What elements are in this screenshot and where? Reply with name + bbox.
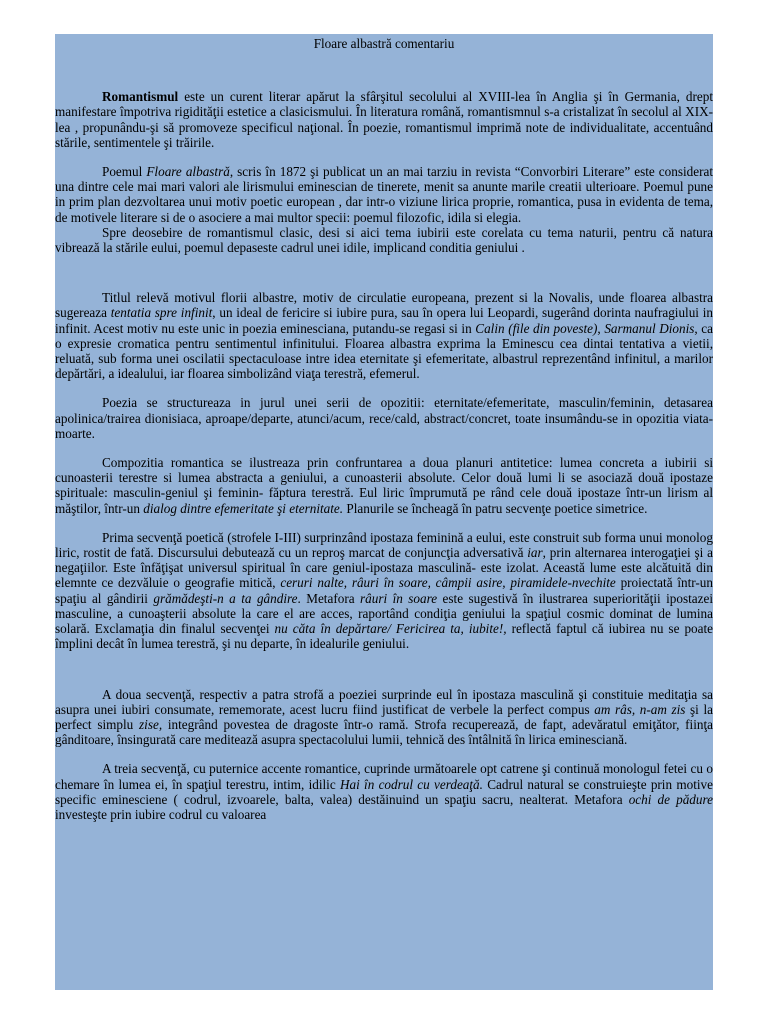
paragraph-third-sequence: A treia secvenţă, cu puternice accente romantice, cuprinde următoarele opt catrene şi continuă monologul fetei cu o chemare în lumea ei, în spaţiul terestru, intim, idilic Hai în codrul cu verdeaţă. Cadrul natural se construieşte prin motive specific eminesciene ( codrul, izvoarele, balta, valea) destăinuind un spaţiu sacru, nealterat. Metafora ochi de pădure investeşte prin iubire codrul cu valoarea [55, 761, 713, 822]
paragraph-contrast: Spre deosebire de romantismul clasic, desi si aici tema iubirii este corelata cu tema naturii, pentru că natura vibrează la stările eului, poemul depaseste cadrul unei idile, implicand conditia geniului . [55, 224, 713, 256]
paragraph-second-sequence: A doua secvenţă, respectiv a patra strofă a poeziei surprinde eul în ipostaza masculină şi constituie meditaţia sa asupra unei iubiri consumate, rememorate, acest lucru fiind justificat de verbele la perfect compus am râs, n-am zis şi la perfect simplu zise, integrând povestea de dragoste într-o ramă. Strofa recuperează, de fapt, adevăratul emiţător, fiinţa gânditoare, însingurată care meditează asupra spectacolului lumii, tehnică des întâlnită în lirica eminesciană. [55, 686, 713, 748]
paragraph-composition: Compozitia romantica se ilustreaza prin confruntarea a doua planuri antitetice: lumea concreta a iubirii si cunoasterii terestre si lumea abstracta a geniului, a cunoasterii absolute. Celor două lumi li se asociază două ipostaze spirituale: masculin-geniul şi feminin- făptura terestră. Eul liric împrumută pe rând cele două ipostaze într-un lirism al măştilor, într-un dialog dintre efemeritate şi eternitate. Planurile se încheagă în patru secvenţe poetice simetrice. [55, 455, 713, 516]
paragraph-first-sequence: Prima secvenţă poetică (strofele I-III) surprinzând ipostaza feminină a eului, este construit sub forma unui monolog liric, rostit de fată. Discursului debutează cu un reproş marcat de conjuncţia adversativă iar, prin alternarea interogaţiei şi a negaţiilor. Este înfăţişat universul spiritual în care geniul-ipostaza masculină- este izolat. Această lume este alcătuită din elemnte ce dezvăluie o geografie mitică, ceruri nalte, râuri în soare, câmpii asire, piramidele-nvechite proiectată într-un spaţiu al gândirii grămădeşti-n a ta gândire. Metafora râuri în soare este sugestivă în ilustrarea superiorităţii ipostazei masculine, a cunoaşterii absolute la care el are acces, raportând condiţia geniului la spaţiul cosmic dominat de lumina solară. Exclamaţia din finalul secvenţei nu căta în depărtare/ Fericirea ta, iubite!, reflectă faptul că iubirea nu se poate împlini decât în lumea terestră, şi nu departe, în idealurile geniului. [55, 529, 713, 652]
paragraph-romanticism: Romantismul este un curent literar apărut la sfârşitul secolului al XVIII-lea în Anglia şi în Germania, drept manifestare împotriva rigidităţii estetice a clasicismului. În literatura română, romantismnul s-a cristalizat în secolul al XIX-lea , propunându-şi să promoveze specificul naţional. În poezie, romantismul imprimă note de individualitate, accentuând stările, sentimentele şi trăirile. [55, 89, 713, 150]
paragraph-title-motif: Titlul relevă motivul florii albastre, motiv de circulatie europeana, prezent si la Novalis, unde floarea albastra sugereaza tentatia spre infinit, un ideal de fericire si iubire pura, sau în opera lui Leopardi, sugerând dorinta naufragiului in infinit. Acest motiv nu este unic in poezia eminesciana, putandu-se regasi si in Calin (file din poveste), Sarmanul Dionis, ca o expresie cromatica pentru sentimentul infinitului. Floarea albastra exprima la Eminescu cea dintai tentativa a vietii, reluată, sub forma unei oscilatii spectaculoase intre idea eternitate şi efemeritate, albastrul reprezentând infinitul, a marilor depărtări, a idealului, iar floarea simbolizând viaţa terestră, efemerul. [55, 290, 713, 382]
document-title: Floare albastră comentariu [313, 36, 455, 51]
document-page [55, 34, 713, 990]
bold-term: Romantismul [102, 89, 179, 105]
paragraph-poem-intro: Poemul Floare albastră, scris în 1872 şi publicat un an mai tarziu in revista “Convorbiri Literare” este considerat una dintre cele mai mari valori ale lirismului eminescian de tinerete, menit sa anunte marile creatii ulterioare. Poemul pune in prim plan dezvoltarea unui motiv poetic european , dar intr-o viziune lirica proprie, romantica, pusa in evidenta de tema, de motivele literare si de o asociere a mai multor specii: poemul filozofic, idila si elegia. [55, 164, 713, 225]
paragraph-oppositions: Poezia se structureaza in jurul unei serii de opozitii: eternitate/efemeritate, masculin/feminin, detasarea apolinica/trairea dionisiaca, aproape/departe, atunci/acum, rece/cald, abstract/concret, toate insumându-se in opozitia viata-moarte. [55, 395, 713, 441]
